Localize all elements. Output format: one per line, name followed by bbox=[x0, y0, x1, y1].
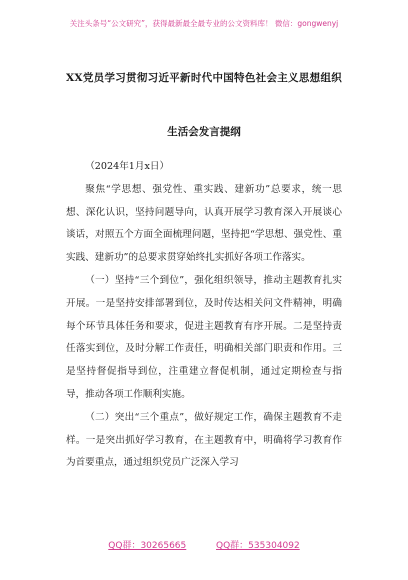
paragraph: （一）坚持“三个到位”，强化组织领导，推动主题教育扎实开展。一是坚持安排部署到位，及时传达相关问文件精神，明确每个环节具体任务和要求，促进主题教育有序开展。二是坚持责任落实到位，及时分解工作责任，明确相关部门职责和作用。三是坚持督促指导到位，注重建立督促机制，通过定期检查与指导，推动各项工作顺利实施。 bbox=[66, 274, 342, 400]
qq-group-1[interactable]: QQ群：30265665 bbox=[108, 541, 187, 551]
paragraph: 聚焦“学思想、强党性、重实践、建新功”总要求，统一思想、深化认识，坚持问题导向，认真开展学习教育深入开展谈心谈话，对照五个方面全面梳理问题，坚持把“学思想、强党性、重实践、建新功”的总要求贯穿始终扎实抓好各项工作落实。 bbox=[66, 183, 342, 264]
promo-banner: 关注头条号“公文研究”，获得最新最全最专业的公文资料库！ 微信：gongwenyj bbox=[69, 19, 339, 28]
document-body bbox=[66, 156, 342, 475]
footer-contact bbox=[0, 538, 408, 551]
qq-group-2[interactable]: QQ群：535304092 bbox=[216, 541, 300, 551]
document-date: （2024年1月x日） bbox=[85, 161, 170, 172]
document-subtitle: 生活会发言提纲 bbox=[167, 126, 241, 138]
paragraph: （二）突出“三个重点”，做好规定工作，确保主题教育不走样。一是突出抓好学习教育，在主题教育中，明确将学习教育作为首要重点，通过组织党员广泛深入学习 bbox=[66, 411, 342, 469]
document-title: XX党员学习贯彻习近平新时代中国特色社会主义思想组织 bbox=[65, 72, 343, 84]
